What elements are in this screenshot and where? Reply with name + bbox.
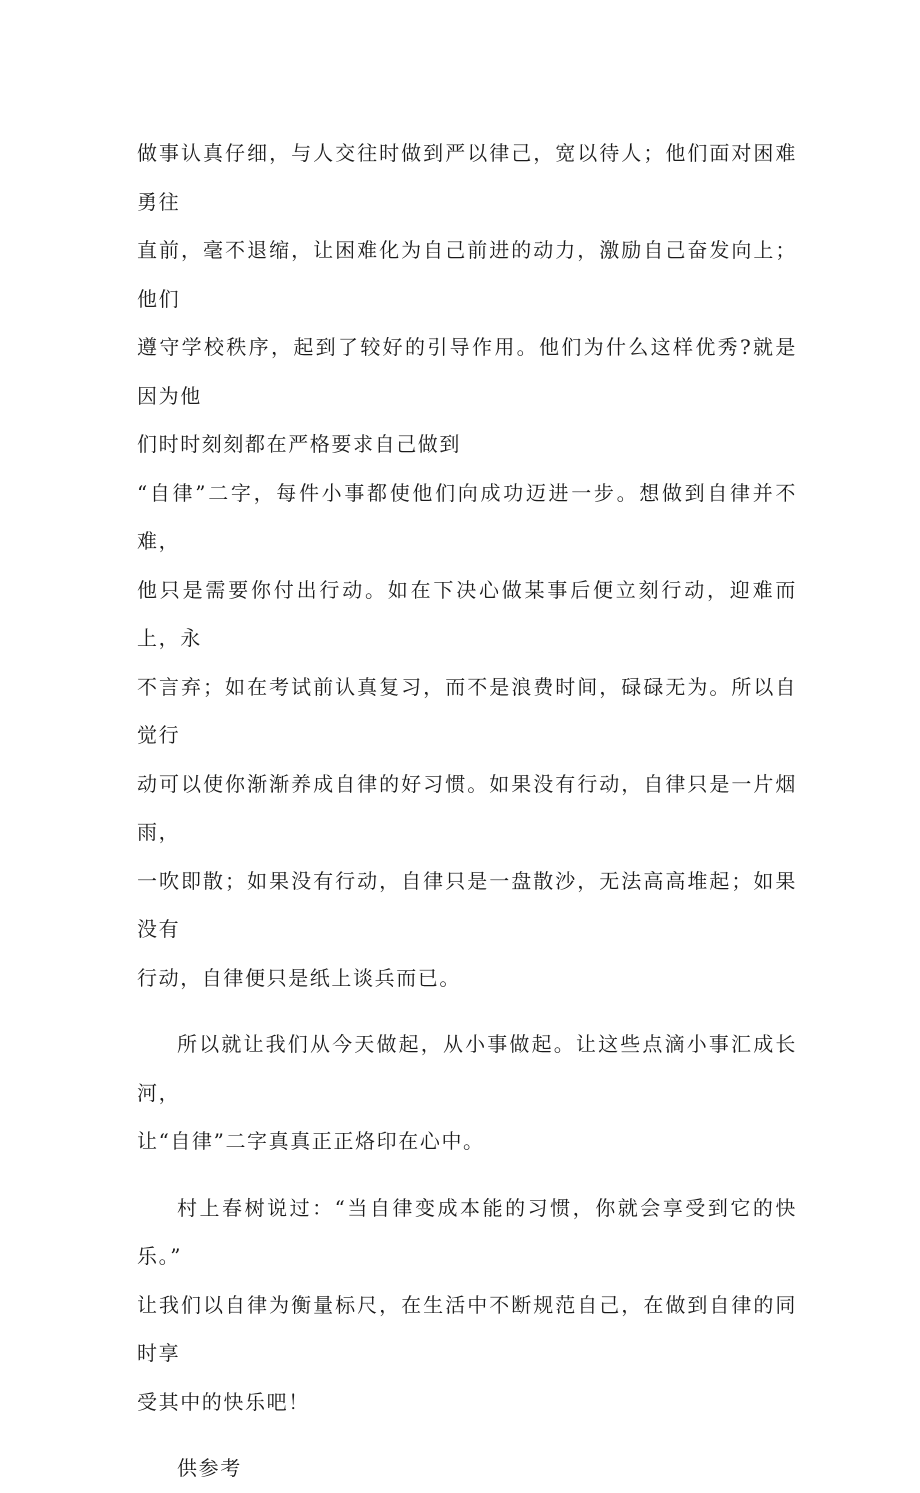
document-page	[137, 129, 797, 1493]
signoff-text: 供参考	[177, 1456, 242, 1480]
text-line: 动可以使你渐渐养成自律的好习惯。如果没有行动，自律只是一片烟雨，	[137, 771, 797, 844]
text-line: 遵守学校秩序，起到了较好的引导作用。他们为什么这样优秀?就是因为他	[137, 335, 797, 408]
text-line: 直前，毫不退缩，让困难化为自己前进的动力，激励自己奋发向上；他们	[137, 238, 797, 311]
paragraph-1	[137, 129, 797, 469]
text-line: 村上春树说过：“当自律变成本能的习惯，你就会享受到它的快乐。”	[137, 1195, 797, 1268]
paragraph-4	[137, 1184, 797, 1427]
text-line: 做事认真仔细，与人交往时做到严以律己，宽以待人；他们面对困难勇往	[137, 141, 797, 214]
text-line: 们时时刻刻都在严格要求自己做到	[137, 432, 461, 456]
text-line: 他只是需要你付出行动。如在下决心做某事后便立刻行动，迎难而上，永	[137, 577, 797, 650]
text-line: “自律”二字，每件小事都使他们向成功迈进一步。想做到自律并不难，	[137, 480, 797, 553]
paragraph-2	[137, 469, 797, 1003]
text-line: 不言弃；如在考试前认真复习，而不是浪费时间，碌碌无为。所以自觉行	[137, 674, 797, 747]
text-line: 行动，自律便只是纸上谈兵而已。	[137, 965, 461, 990]
text-line: 一吹即散；如果没有行动，自律只是一盘散沙，无法高高堆起；如果没有	[137, 868, 797, 941]
paragraph-3	[137, 1020, 797, 1166]
text-line: 受其中的快乐吧！	[137, 1389, 310, 1414]
text-line: 所以就让我们从今天做起，从小事做起。让这些点滴小事汇成长河，	[137, 1032, 797, 1105]
text-line: 让我们以自律为衡量标尺，在生活中不断规范自己，在做到自律的同时享	[137, 1292, 797, 1365]
text-line: 让“自律”二字真真正正烙印在心中。	[137, 1129, 485, 1153]
